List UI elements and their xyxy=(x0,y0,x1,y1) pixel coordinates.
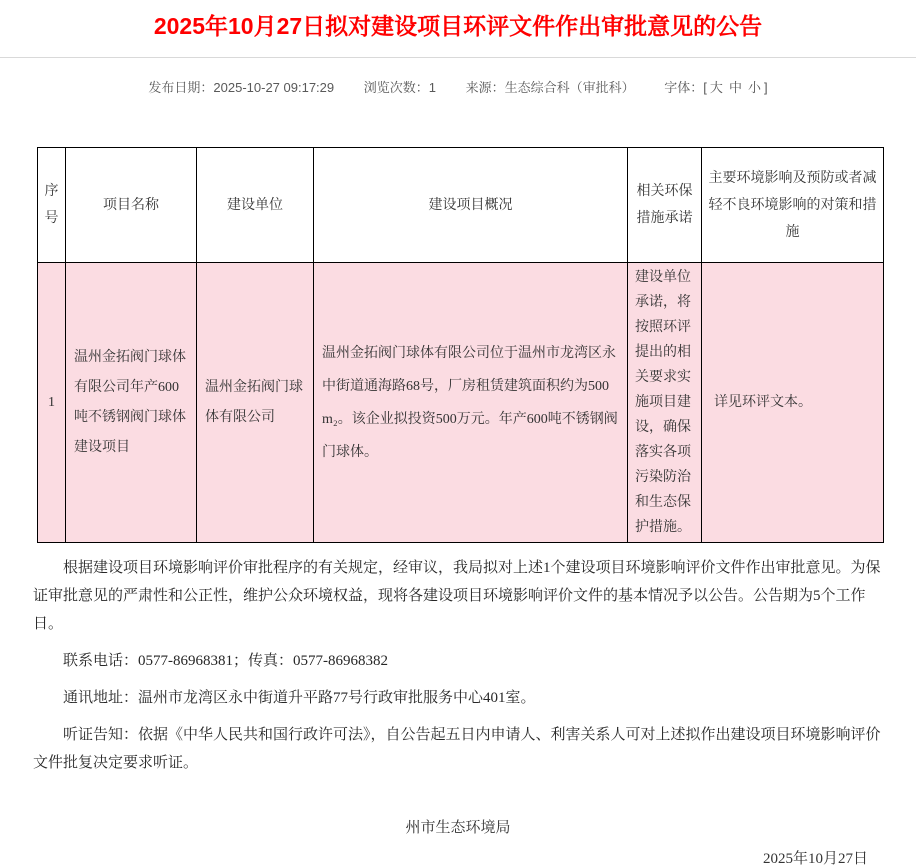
paragraph-contact: 联系电话：0577-86968381；传真：0577-86968382 xyxy=(63,653,388,669)
approval-table xyxy=(37,147,884,543)
header-project-name: 项目名称 xyxy=(66,148,197,263)
header-project-overview: 建设项目概况 xyxy=(314,148,628,263)
font-size-small-link[interactable]: 小 xyxy=(747,80,761,95)
bracket-open: [ xyxy=(703,80,707,95)
footer-date: 2025年10月27日 xyxy=(762,851,868,867)
publish-date-value: 2025-10-27 09:17:29 xyxy=(213,80,335,95)
meta-bar xyxy=(0,77,916,96)
source-value: 生态综合科（审批科） xyxy=(504,80,635,95)
table-header-row xyxy=(38,148,884,263)
announcement-body xyxy=(33,554,890,777)
font-size-medium-link[interactable]: 中 xyxy=(728,80,742,95)
cell-env-commitment: 建设单位承诺，将按照环评提出的相关要求实施项目建设，确保落实各项污染防治和生态保护措施。 xyxy=(628,263,702,543)
font-size-label: 字体： xyxy=(664,80,704,95)
page-header xyxy=(0,0,916,58)
source-label: 来源： xyxy=(465,80,505,95)
header-env-commitment: 相关环保措施承诺 xyxy=(628,148,702,263)
view-count-value: 1 xyxy=(428,80,436,95)
cell-measures: 详见环评文本。 xyxy=(702,263,884,543)
header-index: 序号 xyxy=(38,148,66,263)
paragraph-regulation: 根据建设项目环境影响评价审批程序的有关规定，经审议，我局拟对上述1个建设项目环境影响评价文件作出审批意见。为保证审批意见的严肃性和公正性，维护公众环境权益，现将各建设项目环境影响评价文件的基本情况予以公告。公告期为5个工作日。 xyxy=(33,560,881,632)
view-count xyxy=(364,77,436,96)
source xyxy=(466,77,635,96)
view-count-label: 浏览次数： xyxy=(363,80,429,95)
font-size-control xyxy=(664,77,767,96)
font-size-large-link[interactable]: 大 xyxy=(709,80,723,95)
cell-construction-unit: 温州金拓阀门球体有限公司 xyxy=(197,263,314,543)
paragraph-address: 通讯地址：温州市龙湾区永中街道升平路77号行政审批服务中心401室。 xyxy=(63,690,536,706)
page-title: 2025年10月27日拟对建设项目环评文件作出审批意见的公告 xyxy=(153,13,763,39)
cell-project-name: 温州金拓阀门球体有限公司年产600吨不锈钢阀门球体建设项目 xyxy=(66,263,197,543)
table-row xyxy=(38,263,884,543)
bracket-close: ] xyxy=(763,80,768,95)
publish-date-label: 发布日期： xyxy=(148,80,214,95)
cell-project-overview: 温州金拓阀门球体有限公司位于温州市龙湾区永中街道通海路68号，厂房租赁建筑面积约为500m₂。该企业拟投资500万元。年产600吨不锈钢阀门球体。 xyxy=(314,263,628,543)
footer-organization: 州市生态环境局 xyxy=(405,820,511,836)
publish-date xyxy=(148,77,334,96)
paragraph-hearing: 听证告知：依据《中华人民共和国行政许可法》，自公告起五日内申请人、利害关系人可对上述拟作出建设项目环境影响评价文件批复决定要求听证。 xyxy=(33,727,881,771)
cell-index: 1 xyxy=(38,263,66,543)
header-measures: 主要环境影响及预防或者减轻不良环境影响的对策和措施 xyxy=(702,148,884,263)
header-construction-unit: 建设单位 xyxy=(197,148,314,263)
